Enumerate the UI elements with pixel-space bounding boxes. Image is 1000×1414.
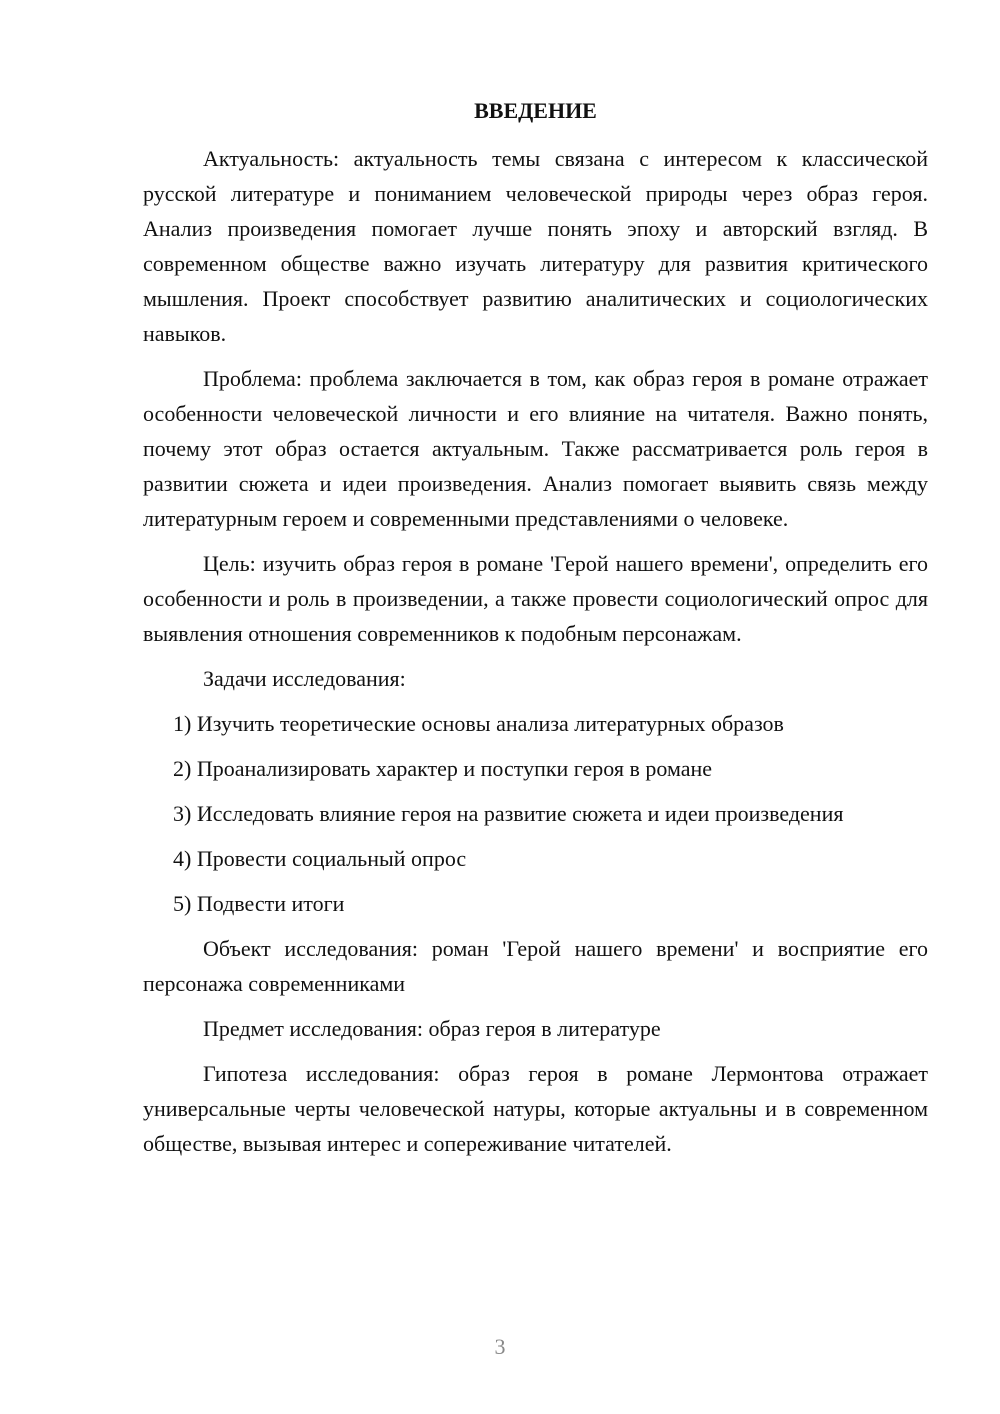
task-item: 4) Провести социальный опрос: [173, 846, 467, 871]
paragraph-hypothesis: Гипотеза исследования: образ героя в романе Лермонтова отражает универсальные черты человеческой натуры, которые актуальны и в современном обществе, вызывая интерес и сопереживание читателей.: [143, 1061, 928, 1156]
paragraph-tasks-heading: Задачи исследования:: [203, 666, 406, 691]
document-page: [143, 95, 928, 1171]
task-item: 1) Изучить теоретические основы анализа литературных образов: [173, 711, 784, 736]
paragraph-problem: Проблема: проблема заключается в том, как образ героя в романе отражает особенности человеческой личности и его влияние на читателя. Важно понять, почему этот образ остается актуальным. Также рассматривается роль героя в развитии сюжета и идеи произведения. Анализ помогает выявить связь между литературным героем и современными представлениями о человеке.: [143, 366, 928, 531]
task-item: 3) Исследовать влияние героя на развитие сюжета и идеи произведения: [173, 801, 844, 826]
task-item: 5) Подвести итоги: [173, 891, 345, 916]
paragraph-goal: Цель: изучить образ героя в романе 'Герой нашего времени', определить его особенности и роль в произведении, а также провести социологический опрос для выявления отношения современников к подобным персонажам.: [143, 551, 928, 646]
paragraph-relevance: Актуальность: актуальность темы связана с интересом к классической русской литературе и пониманием человеческой природы через образ героя. Анализ произведения помогает лучше понять эпоху и авторский взгляд. В современном обществе важно изучать литературу для развития критического мышления. Проект способствует развитию аналитических и социологических навыков.: [143, 146, 928, 346]
paragraph-object: Объект исследования: роман 'Герой нашего времени' и восприятие его персонажа современниками: [143, 936, 928, 996]
section-title: ВВЕДЕНИЕ: [474, 98, 597, 123]
paragraph-subject: Предмет исследования: образ героя в литературе: [203, 1016, 661, 1041]
page-number: 3: [494, 1334, 506, 1359]
task-item: 2) Проанализировать характер и поступки героя в романе: [173, 756, 713, 781]
